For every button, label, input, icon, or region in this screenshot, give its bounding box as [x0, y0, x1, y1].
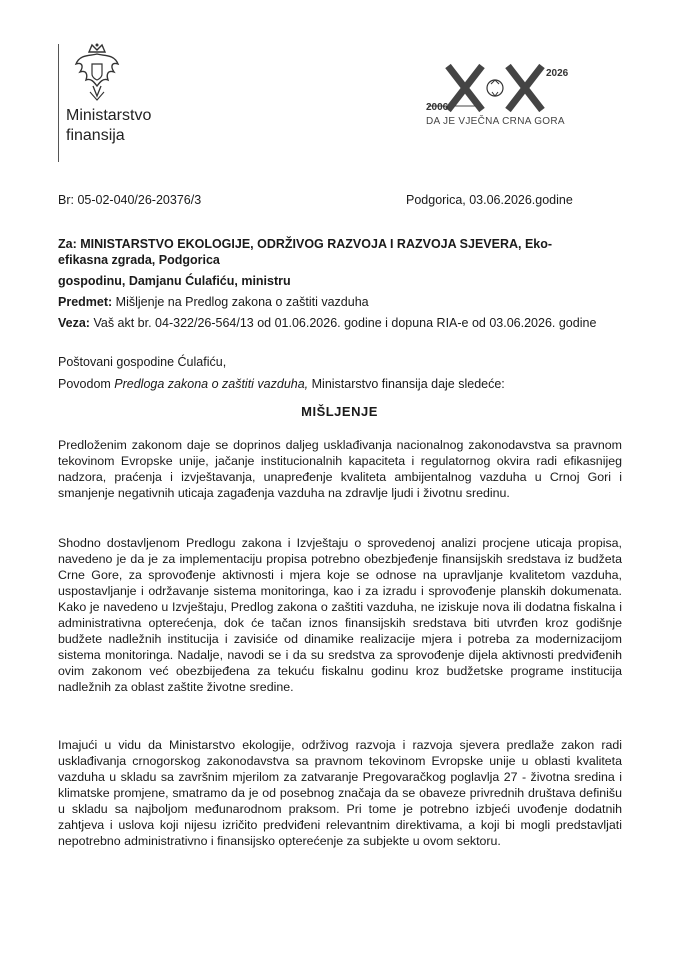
- ministry-name: [66, 106, 151, 146]
- paragraph-3: Imajući u vidu da Ministarstvo ekologije, održivog razvoja i razvoja sjevera predlaže zakon radi usklađivanja crnogorskog zakonodavstva sa pravnom tekovinom Evropske unije u oblasti kvaliteta vazduha u skladu sa završnim mjerilom za zatvaranje Pregovaračkog poglavlja 27 - životna sredina i klimatske promjene, smatramo da je od posebnog značaja da se obaveze privrednih društava definišu u skladu sa najboljom međunarodnom praksom. Pri tome je potrebno izbjeći uvođenje dodatnih zahtjeva i uslova koji nijesu izričito predviđeni relevantnim direktivama, a koji bi mogli predstavljati nepotrebno administrativno i finansijsko opterećenje za subjekte u ovom sektoru.: [58, 738, 622, 848]
- intro-prefix: Povodom: [58, 377, 115, 391]
- reference-number: Br: 05-02-040/26-20376/3: [58, 193, 202, 207]
- reference-line: [58, 315, 596, 331]
- greeting: Poštovani gospodine Ćulafiću,: [58, 355, 227, 369]
- intro-line: [58, 377, 505, 391]
- predmet-label: Predmet:: [58, 295, 113, 309]
- subject-line: [58, 294, 369, 310]
- veza-text: Vaš akt br. 04-322/26-564/13 od 01.06.2026. godine i dopuna RIA-e od 03.06.2026. godine: [93, 316, 597, 330]
- jubilee-year-2026: 2026: [546, 68, 569, 79]
- recipient-institution-line2: [58, 252, 220, 268]
- jubilee-year-2006: 2006: [426, 102, 449, 113]
- za-text: MINISTARSTVO EKOLOGIJE, ODRŽIVOG RAZVOJA I RAZVOJA SJEVERA, Eko-: [80, 237, 553, 251]
- opinion-heading: MIŠLJENJE: [301, 404, 378, 419]
- coat-of-arms-icon: [72, 42, 122, 104]
- recipient-name: gospodinu, Damjanu Ćulafiću, ministru: [58, 274, 291, 288]
- paragraph-2: Shodno dostavljenom Predlogu zakona i Izvještaju o sprovedenoj analizi procjene uticaja propisa, navedeno je da je za implementaciju propisa potrebno obezbjeđenje finansijskih sredstava iz budžeta Crne Gore, za sprovođenje aktivnosti i mjera koje se odnose na upravljanje kvalitetom vazduha, uspostavljanje i održavanje sistema monitoringa, kao i za izradu i sprovođenje planskih dokumenata. Kako je navedeno u Izvještaju, Predlog zakona o zaštiti vazduha, ne iziskuje nova ili dodatna fiskalna i administrativna opterećenja, dok će tačan iznos finansijskih sredstava biti utvrđen kroz godišnje budžete nadležnih institucija i zavisiće od dinamike realizacije mjera i potreba za modernizacijom sistema monitoringa. Nadalje, navodi se i da su sredstva za sprovođenje dijela aktivnosti predviđenih ovim zakonom već obezbijeđena za tekuću fiskalnu godinu kroz budžetske programe institucija nadležnih za oblast zaštite životne sredine.: [58, 536, 622, 694]
- predmet-text: Mišljenje na Predlog zakona o zaštiti vazduha: [115, 295, 369, 309]
- intro-suffix: Ministarstvo finansija daje sledeće:: [308, 377, 505, 391]
- ministry-name-line2: finansija: [66, 127, 125, 144]
- za-text-2: efikasna zgrada, Podgorica: [58, 253, 220, 267]
- recipient-person: [58, 273, 291, 289]
- ministry-name-line1: Ministarstvo: [66, 107, 152, 124]
- place-date: Podgorica, 03.06.2026.godine: [406, 193, 573, 207]
- paragraph-1: Predloženim zakonom daje se doprinos daljeg usklađivanja nacionalnog zakonodavstva sa pravnom tekovinom Evropske unije, jačanje institucionalnih kapaciteta i regulatornog okvira radi efikasnijeg nadzora, praćenja i izvještavanja, unapređenje kvaliteta ambijentalnog vazduha u Crnoj Gori i smanjenje negativnih uticaja zagađenja vazduha na zdravlje ljudi i životnu sredinu.: [58, 438, 622, 500]
- veza-label: Veza:: [58, 316, 90, 330]
- intro-italic: Predloga zakona o zaštiti vazduha,: [114, 377, 309, 391]
- jubilee-tagline: DA JE VJEČNA CRNA GORA: [426, 116, 565, 127]
- header-divider-line: [58, 44, 59, 162]
- za-label: Za:: [58, 237, 77, 251]
- recipient-institution: [58, 236, 552, 252]
